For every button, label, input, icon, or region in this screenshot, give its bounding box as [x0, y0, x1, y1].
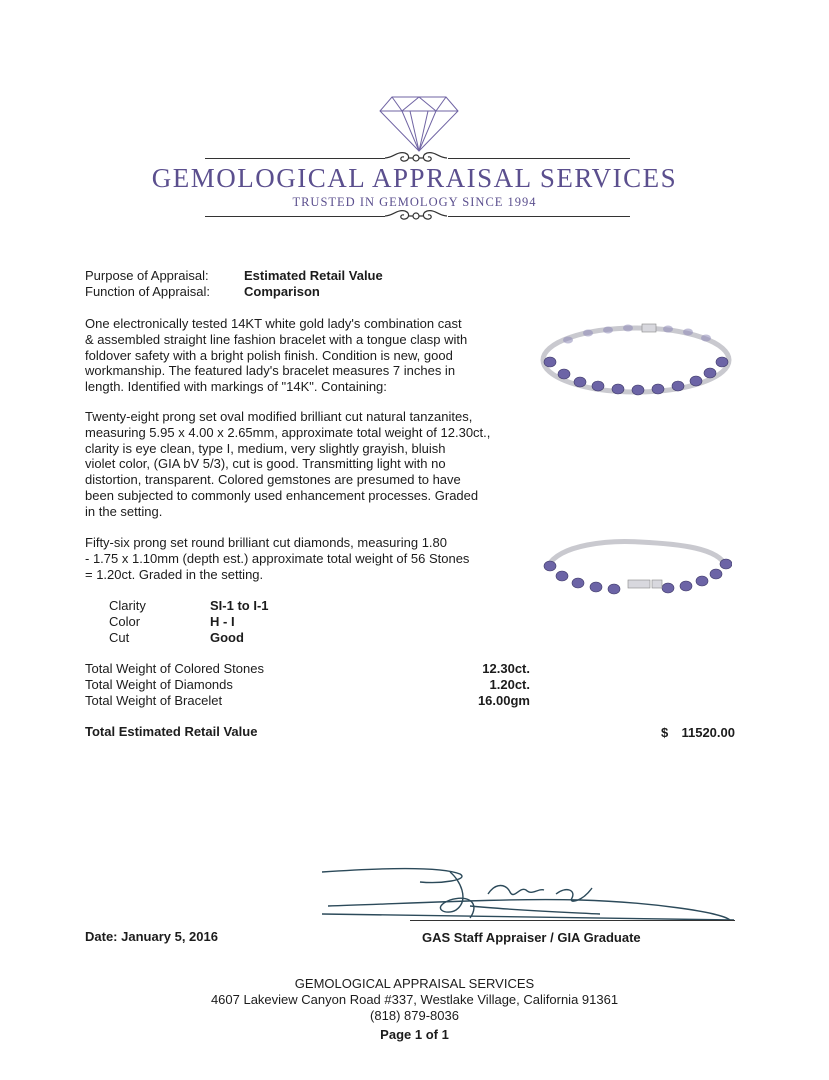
grade-value-cut: Good [210, 630, 244, 645]
grade-label-color: Color [109, 614, 141, 629]
footer-phone: (818) 879-8036 [370, 1008, 459, 1023]
weight-label-diamonds: Total Weight of Diamonds [85, 677, 233, 692]
company-tagline: TRUSTED IN GEMOLOGY SINCE 1994 [292, 195, 537, 209]
grade-label-clarity: Clarity [109, 598, 146, 613]
grade-label-cut: Cut [109, 630, 130, 645]
purpose-value: Estimated Retail Value [244, 268, 383, 283]
weight-value-bracelet: 16.00gm [477, 693, 530, 708]
description-line: distortion, transparent. Colored gemstones are presumed to have [85, 472, 461, 488]
description-line: Twenty-eight prong set oval modified brilliant cut natural tanzanites, [85, 409, 473, 424]
description-line: - 1.75 x 1.10mm (depth est.) approximate total weight of 56 Stones [85, 550, 470, 566]
appraisal-date: Date: January 5, 2016 [85, 929, 218, 944]
diamond-logo-icon [378, 95, 460, 153]
description-paragraph-1 [85, 316, 505, 395]
signature-line [410, 920, 735, 921]
description-line: = 1.20ct. Graded in the setting. [85, 566, 264, 582]
function-label: Function of Appraisal: [85, 284, 211, 299]
total-label: Total Estimated Retail Value [85, 724, 258, 739]
description-line: measuring 5.95 x 4.00 x 2.65mm, approximate total weight of 12.30ct., [85, 424, 491, 440]
header-rule-top-left [205, 158, 385, 159]
weight-label-colored-stones: Total Weight of Colored Stones [85, 661, 264, 676]
header-rule-bottom-left [205, 216, 385, 217]
description-line: been subjected to commonly used enhancement processes. Graded [85, 487, 479, 503]
appraiser-title: GAS Staff Appraiser / GIA Graduate [422, 930, 641, 945]
total-currency: $ [661, 725, 669, 740]
grade-value-clarity: SI-1 to I-1 [210, 598, 269, 613]
weight-label-bracelet: Total Weight of Bracelet [85, 693, 223, 708]
total-value: 11520.00 [681, 725, 735, 740]
purpose-label: Purpose of Appraisal: [85, 268, 209, 283]
description-line: in the setting. [85, 503, 163, 519]
bracelet-photo [538, 318, 734, 404]
description-paragraph-3 [85, 535, 505, 582]
description-line: violet color, (GIA bV 5/3), cut is good. Transmitting light with no [85, 456, 446, 472]
description-line: One electronically tested 14KT white gold lady's combination cast [85, 316, 462, 331]
description-line: workmanship. The featured lady's bracelet measures 7 inches in [85, 363, 456, 379]
page-number: Page 1 of 1 [380, 1027, 449, 1042]
function-value: Comparison [244, 284, 320, 299]
description-line: foldover safety with a bright polish finish. Condition is new, good [85, 347, 453, 363]
bracelet-photo-open [540, 536, 732, 600]
weight-value-diamonds: 1.20ct. [489, 677, 530, 692]
description-line: Fifty-six prong set round brilliant cut diamonds, measuring 1.80 [85, 535, 448, 550]
description-paragraph-2 [85, 409, 505, 520]
scroll-ornament-icon-bottom [383, 206, 449, 226]
description-line: length. Identified with markings of "14K". Containing: [85, 379, 387, 395]
description-line: & assembled straight line fashion bracelet with a tongue clasp with [85, 331, 468, 347]
header-rule-bottom-right [448, 216, 630, 217]
footer-company: GEMOLOGICAL APPRAISAL SERVICES [294, 976, 535, 991]
footer-address: 4607 Lakeview Canyon Road #337, Westlake Village, California 91361 [210, 992, 619, 1007]
header-rule-top-right [448, 158, 630, 159]
weight-value-colored-stones: 12.30ct. [482, 661, 530, 676]
company-title: GEMOLOGICAL APPRAISAL SERVICES [151, 163, 678, 193]
grade-value-color: H - I [210, 614, 235, 629]
description-line: clarity is eye clean, type I, medium, very slightly grayish, bluish [85, 440, 446, 456]
